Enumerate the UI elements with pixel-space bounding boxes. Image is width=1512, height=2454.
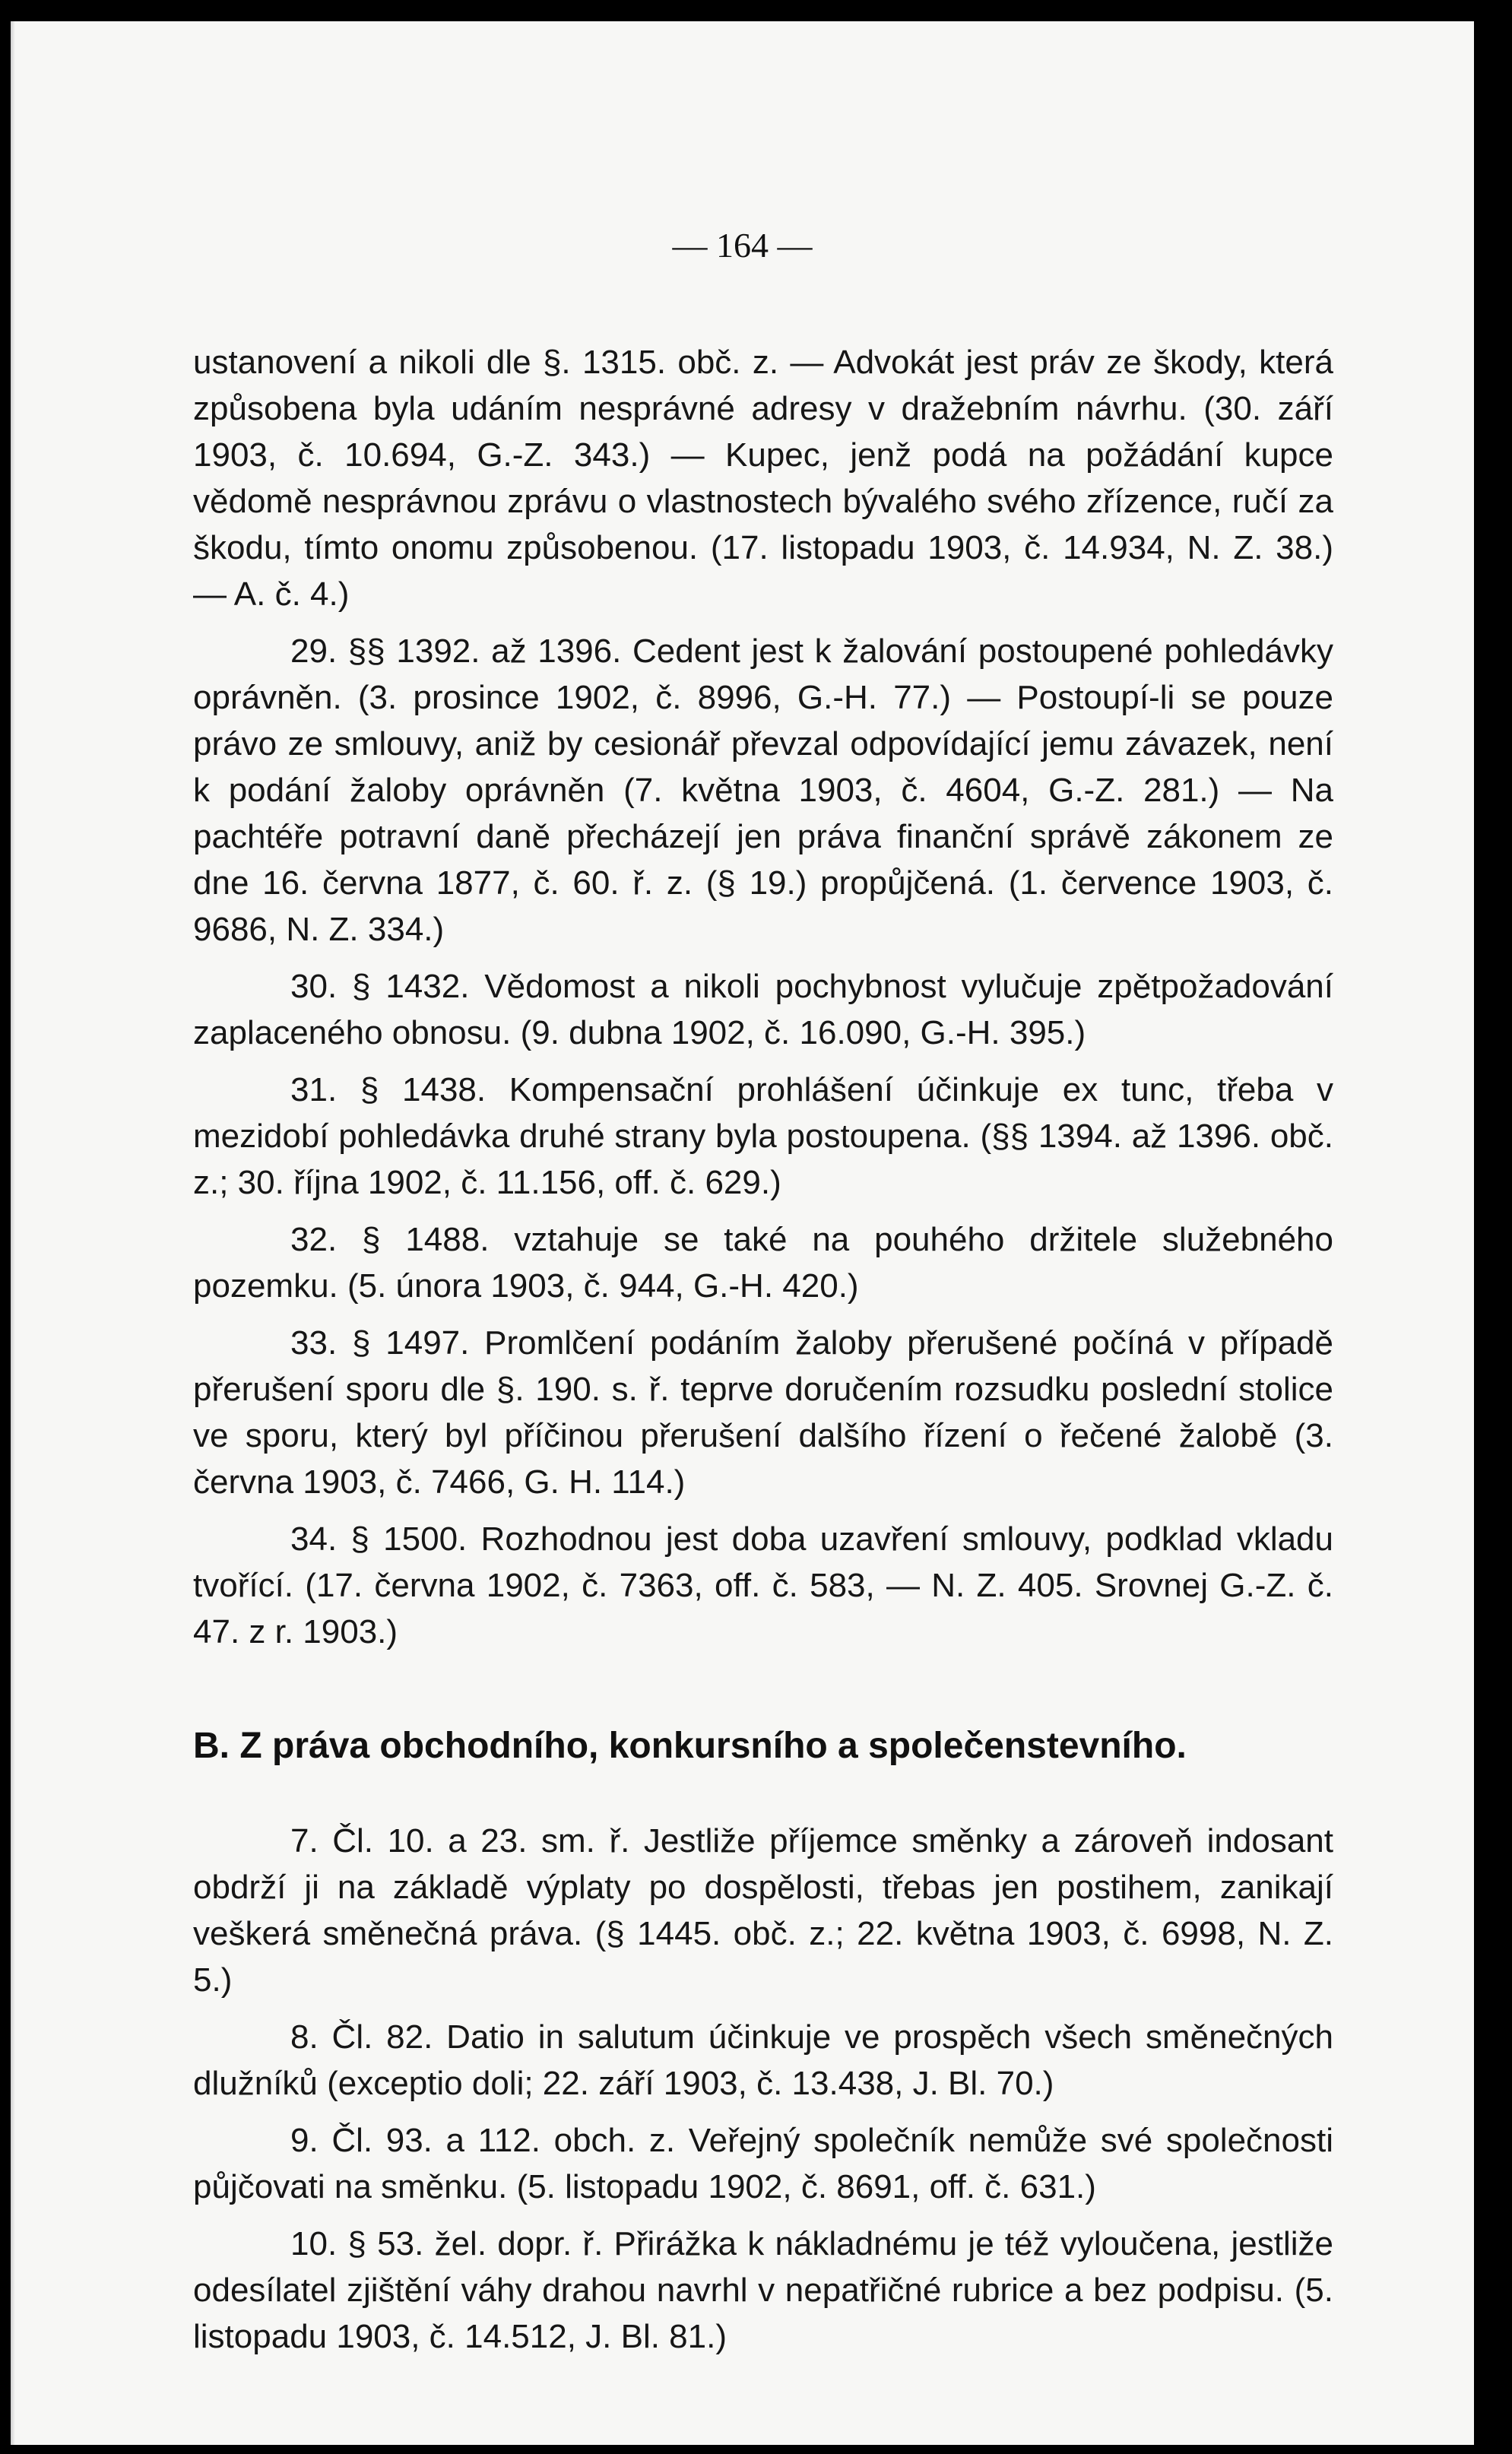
page-body	[193, 339, 1333, 2370]
paragraph-b-10: 10. § 53. žel. dopr. ř. Přirážka k nákladnému je též vyloučena, jestliže odesílatel zjištění váhy drahou navrhl v nepatřičné rubrice a bez podpisu. (5. listopadu 1903, č. 14.512, J. Bl. 81.)	[193, 2225, 1333, 2355]
paragraph-b-9: 9. Čl. 93. a 112. obch. z. Veřejný společník nemůže své společnosti půjčovati na směnku. (5. listopadu 1902, č. 8691, off. č. 631.)	[193, 2122, 1333, 2205]
paragraph-continuation: ustanovení a nikoli dle §. 1315. obč. z. — Advokát jest práv ze škody, která způsobena byla udáním nesprávné adresy v dražebním návrhu. (30. září 1903, č. 10.694, G.-Z. 343.) — Kupec, jenž podá na požádání kupce vědomě nesprávnou zprávu o vlastnostech bývalého svého zřízence, ručí za škodu, tímto onomu způsobenou. (17. listopadu 1903, č. 14.934, N. Z. 38.) — A. č. 4.)	[193, 344, 1333, 613]
paragraph-31: 31. § 1438. Kompensační prohlášení účinkuje ex tunc, třeba v mezidobí pohledávka druhé strany byla postoupena. (§§ 1394. až 1396. obč. z.; 30. října 1902, č. 11.156, off. č. 629.)	[193, 1071, 1333, 1201]
paragraph-b-7: 7. Čl. 10. a 23. sm. ř. Jestliže příjemce směnky a zároveň indosant obdrží ji na základě výplaty po dospělosti, třebas jen postihem, zanikají veškerá směnečná práva. (§ 1445. obč. z.; 22. května 1903, č. 6998, N. Z. 5.)	[193, 1822, 1333, 1999]
paragraph-33: 33. § 1497. Promlčení podáním žaloby přerušené počíná v případě přerušení sporu dle §. 190. s. ř. teprve doručením rozsudku poslední stolice ve sporu, který byl příčinou přerušení dalšího řízení o řečené žalobě (3. června 1903, č. 7466, G. H. 114.)	[193, 1324, 1333, 1501]
paragraph-30: 30. § 1432. Vědomost a nikoli pochybnost vylučuje zpětpožadování zaplaceného obnosu. (9. dubna 1902, č. 16.090, G.-H. 395.)	[193, 968, 1333, 1051]
page-edge	[11, 21, 15, 2445]
paragraph-b-8: 8. Čl. 82. Datio in salutum účinkuje ve prospěch všech směnečných dlužníků (exceptio doli; 22. září 1903, č. 13.438, J. Bl. 70.)	[193, 2018, 1333, 2102]
paragraph-29: 29. §§ 1392. až 1396. Cedent jest k žalování postoupené pohledávky oprávněn. (3. prosince 1902, č. 8996, G.-H. 77.) — Postoupí-li se pouze právo ze smlouvy, aniž by cesionář převzal odpovídající jemu závazek, není k podání žaloby oprávněn (7. května 1903, č. 4604, G.-Z. 281.) — Na pachtéře potravní daně přecházejí jen práva finanční správě zákonem ze dne 16. června 1877, č. 60. ř. z. (§ 19.) propůjčená. (1. července 1903, č. 9686, N. Z. 334.)	[193, 633, 1333, 948]
book-page	[11, 21, 1474, 2445]
paragraph-32: 32. § 1488. vztahuje se také na pouhého držitele služebného pozemku. (5. února 1903, č. 944, G.-H. 420.)	[193, 1221, 1333, 1305]
page-number: — 164 —	[672, 226, 813, 265]
section-b-heading: B. Z práva obchodního, konkursního a společenstevního.	[193, 1726, 1187, 1766]
paragraph-34: 34. § 1500. Rozhodnou jest doba uzavření smlouvy, podklad vkladu tvořící. (17. června 1902, č. 7363, off. č. 583, — N. Z. 405. Srovnej G.-Z. č. 47. z r. 1903.)	[193, 1520, 1333, 1650]
